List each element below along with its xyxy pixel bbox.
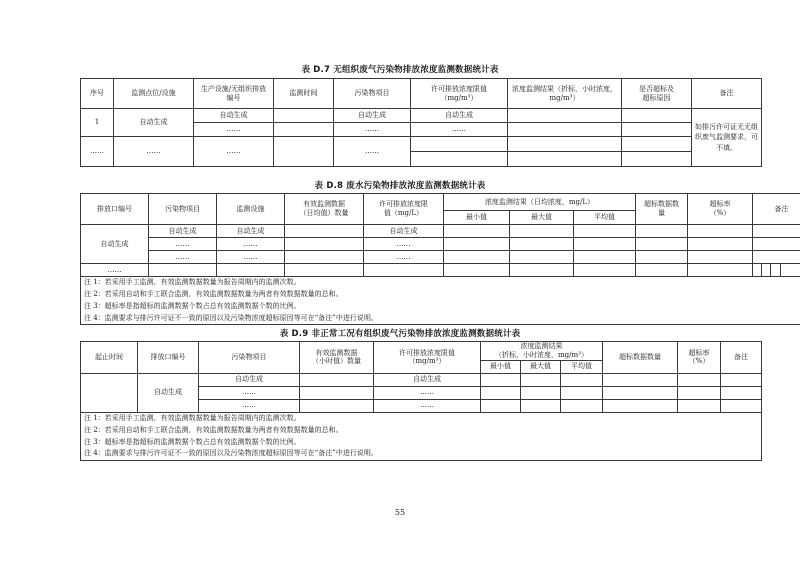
cell-result xyxy=(508,137,622,152)
cell-device xyxy=(217,264,285,277)
header-result: 浓度监测结果（折标，小时浓度， mg/m³） xyxy=(508,79,622,109)
cell-min xyxy=(481,373,521,386)
cell-limit: …… xyxy=(374,399,481,412)
header-point: 监测点位/设施 xyxy=(114,79,194,109)
cell-device: …… xyxy=(217,238,285,251)
cell-avg xyxy=(561,373,603,386)
cell-result xyxy=(508,123,622,137)
header-limit: 许可排放浓度限 值（mg/L） xyxy=(364,194,444,225)
cell-point: …… xyxy=(114,137,194,167)
header-max: 最大值 xyxy=(510,211,574,225)
note-1: 注 1：若采用手工监测，有效监测数据数量为报告周期内的监测次数。 xyxy=(81,412,762,424)
cell-count xyxy=(285,251,364,264)
cell-exceed-rate xyxy=(678,399,721,412)
cell-point: 自动生成 xyxy=(114,109,194,137)
note-row xyxy=(81,424,762,436)
cell-count xyxy=(285,264,364,277)
cell-exceed-rate xyxy=(678,386,721,399)
header-facility: 生产设施/无组织排放 编号 xyxy=(194,79,274,109)
cell-exceed-count xyxy=(603,386,678,399)
header-remark: 备注 xyxy=(721,342,762,374)
cell-result xyxy=(508,109,622,123)
cell-max xyxy=(510,264,574,277)
header-pollutant: 污染物项目 xyxy=(334,79,411,109)
cell-pollutant: 自动生成 xyxy=(334,109,411,123)
cell-pollutant: …… xyxy=(334,137,411,167)
cell-min xyxy=(444,225,510,238)
cell-min xyxy=(481,399,521,412)
cell-exceed-count xyxy=(636,238,688,251)
cell-min xyxy=(481,386,521,399)
cell-limit: …… xyxy=(411,123,508,137)
cell-count xyxy=(300,399,374,412)
cell-remark: 如排污许可证无无组织废气监测要求，可不填。 xyxy=(692,109,762,167)
cell-avg xyxy=(574,251,636,264)
note-4: 注 4：监测要求与排污许可证不一致的原因以及污染物浓度超标原因等可在“备注”中进行说明。 xyxy=(81,448,762,460)
table-row xyxy=(81,137,762,152)
header-limit: 许可排放浓度限值 （mg/m³） xyxy=(374,342,481,374)
header-pollutant: 污染物项目 xyxy=(149,194,217,225)
cell-exceed-rate xyxy=(688,238,753,251)
header-outlet: 排放口编号 xyxy=(81,194,149,225)
cell-limit xyxy=(364,264,444,277)
cell-pollutant: …… xyxy=(334,123,411,137)
note-3: 注 3：超标率是指超标的监测数据个数占总有效监测数据个数的比例。 xyxy=(81,301,800,313)
header-exceed-rate: 超标率 （%） xyxy=(678,342,721,374)
cell-limit: 自动生成 xyxy=(374,373,481,386)
note-4: 注 4：监测要求与排污许可证不一致的原因以及污染物浓度超标原因等可在“备注”中进行说明。 xyxy=(81,313,800,325)
cell-max xyxy=(510,238,574,251)
cell-limit: 自动生成 xyxy=(364,225,444,238)
table-d8 xyxy=(80,193,800,325)
header-exceed: 是否超标及 超标原因 xyxy=(622,79,692,109)
cell-outlet: …… xyxy=(81,264,149,277)
header-outlet: 排放口编号 xyxy=(138,342,199,374)
header-device: 监测设施 xyxy=(217,194,285,225)
cell-max xyxy=(510,251,574,264)
note-2: 注 2：若采用自动和手工联合监测，有效监测数据数量为两者有效数据数量的总和。 xyxy=(81,424,762,436)
note-3: 注 3：超标率是指超标的监测数据个数占总有效监测数据个数的比例。 xyxy=(81,436,762,448)
cell-result xyxy=(508,152,622,167)
header-min: 最小值 xyxy=(481,360,521,373)
cell-pollutant: …… xyxy=(149,251,217,264)
header-remark: 备注 xyxy=(692,79,762,109)
cell-remark xyxy=(753,264,762,277)
cell-pollutant: 自动生成 xyxy=(149,225,217,238)
cell-seq: 1 xyxy=(81,109,114,137)
cell-facility: …… xyxy=(194,137,274,167)
cell-exceed xyxy=(622,137,692,152)
header-seq: 序号 xyxy=(81,79,114,109)
cell-facility: 自动生成 xyxy=(194,109,274,123)
header-max: 最大值 xyxy=(521,360,561,373)
header-count: 有效监测数据 （小时值）数量 xyxy=(300,342,374,374)
header-result: 浓度监测结果（日均浓度，mg/L） xyxy=(444,194,636,211)
header-pollutant: 污染物项目 xyxy=(199,342,300,374)
cell-avg xyxy=(561,399,603,412)
note-row xyxy=(81,289,800,301)
header-time: 监测时间 xyxy=(274,79,334,109)
header-remark: 备注 xyxy=(753,194,800,225)
cell-pollutant: 自动生成 xyxy=(199,373,300,386)
cell-time xyxy=(274,137,334,167)
header-exceed-count: 超标数据数 量 xyxy=(636,194,688,225)
header-min: 最小值 xyxy=(444,211,510,225)
note-2: 注 2：若采用自动和手工联合监测，有效监测数据数量为两者有效数据数量的总和。 xyxy=(81,289,800,301)
cell-limit: …… xyxy=(364,251,444,264)
cell-avg xyxy=(574,225,636,238)
cell-count xyxy=(285,225,364,238)
cell-seq: …… xyxy=(81,137,114,167)
table-d8-header-row xyxy=(81,194,800,211)
cell-outlet: 自动生成 xyxy=(81,225,149,264)
cell-avg xyxy=(574,238,636,251)
cell-avg xyxy=(574,264,636,277)
cell-exceed-rate xyxy=(688,264,753,277)
cell-remark xyxy=(721,399,762,412)
table-row xyxy=(81,238,800,251)
cell-limit: …… xyxy=(374,386,481,399)
table-d9 xyxy=(80,341,762,461)
cell-pollutant: …… xyxy=(199,399,300,412)
cell-limit xyxy=(411,137,508,152)
note-row xyxy=(81,277,800,289)
cell-exceed-count xyxy=(603,399,678,412)
cell-min xyxy=(444,251,510,264)
table-d7-caption: 表 D.7 无组织废气污染物排放浓度监测数据统计表 xyxy=(301,65,499,75)
cell-pollutant xyxy=(149,264,217,277)
cell-count xyxy=(285,238,364,251)
table-d7 xyxy=(80,78,762,167)
cell-min xyxy=(444,238,510,251)
cell-exceed xyxy=(622,152,692,167)
cell-exceed-count xyxy=(636,264,688,277)
note-row xyxy=(81,313,800,325)
cell-time xyxy=(274,123,334,137)
table-row xyxy=(81,264,800,277)
cell-time xyxy=(81,373,138,412)
note-row xyxy=(81,448,762,460)
cell-remark xyxy=(753,238,800,251)
table-row xyxy=(81,373,762,386)
cell-remark xyxy=(721,373,762,386)
table-d9-header-row xyxy=(81,342,762,361)
table-d7-header-row xyxy=(81,79,762,109)
note-1: 注 1：若采用手工监测，有效监测数据数量为报告周期内的监测次数。 xyxy=(81,277,800,289)
cell-exceed xyxy=(622,109,692,123)
page-number: 55 xyxy=(394,508,406,517)
cell-exceed-rate xyxy=(688,225,753,238)
cell-exceed-rate xyxy=(688,251,753,264)
header-avg: 平均值 xyxy=(574,211,636,225)
cell-exceed-rate xyxy=(678,373,721,386)
note-row xyxy=(81,436,762,448)
cell-remark xyxy=(781,264,800,277)
note-row xyxy=(81,412,762,424)
header-limit: 许可排放浓度限值 （mg/m³） xyxy=(411,79,508,109)
cell-device: …… xyxy=(217,251,285,264)
cell-remark xyxy=(753,225,800,238)
cell-max xyxy=(521,386,561,399)
cell-min xyxy=(444,264,510,277)
note-row xyxy=(81,301,800,313)
cell-device: 自动生成 xyxy=(217,225,285,238)
cell-count xyxy=(300,386,374,399)
table-row xyxy=(81,251,800,264)
header-exceed-count: 超标数据数量 xyxy=(603,342,678,374)
header-count: 有效监测数据 （日均值）数量 xyxy=(285,194,364,225)
cell-exceed-count xyxy=(636,225,688,238)
cell-pollutant: …… xyxy=(149,238,217,251)
header-avg: 平均值 xyxy=(561,360,603,373)
header-exceed-rate: 超标率 （%） xyxy=(688,194,753,225)
cell-time xyxy=(274,109,334,123)
table-row xyxy=(81,109,762,123)
cell-outlet: 自动生成 xyxy=(138,373,199,412)
cell-limit: …… xyxy=(364,238,444,251)
cell-exceed-count xyxy=(636,251,688,264)
cell-pollutant: …… xyxy=(199,386,300,399)
table-d8-caption: 表 D.8 废水污染物排放浓度监测数据统计表 xyxy=(314,181,486,191)
cell-max xyxy=(510,225,574,238)
cell-limit xyxy=(411,152,508,167)
cell-facility: …… xyxy=(194,123,274,137)
table-d9-caption: 表 D.9 非正常工况有组织废气污染物排放浓度监测数据统计表 xyxy=(279,329,521,339)
cell-avg xyxy=(561,386,603,399)
header-result: 浓度监测结果 （折标，小时浓度，mg/m³） xyxy=(481,342,603,361)
cell-remark xyxy=(753,251,800,264)
cell-remark xyxy=(762,264,771,277)
cell-max xyxy=(521,399,561,412)
cell-exceed-count xyxy=(603,373,678,386)
table-row xyxy=(81,225,800,238)
cell-max xyxy=(521,373,561,386)
cell-count xyxy=(300,373,374,386)
cell-remark xyxy=(771,264,781,277)
cell-remark xyxy=(721,386,762,399)
header-time: 起止时间 xyxy=(81,342,138,374)
cell-limit: 自动生成 xyxy=(411,109,508,123)
cell-exceed xyxy=(622,123,692,137)
